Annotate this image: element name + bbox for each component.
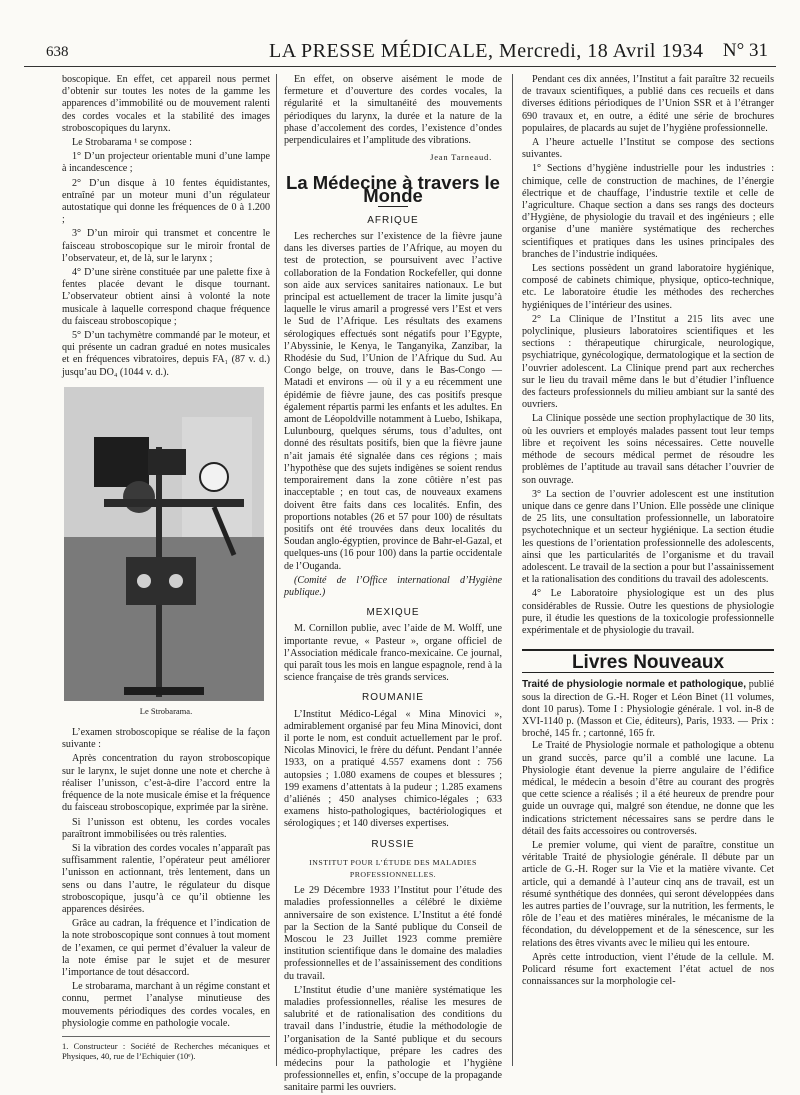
section-title: La Médecine à travers le Monde — [286, 172, 500, 206]
paragraph: Si l’unisson est obtenu, les cordes vocales paraîtront immobilisées ou très ralenties. — [62, 816, 270, 840]
paragraph: Après cette introduction, vient l’étude de la cellule. M. Policard résume fort exactement l’état actuel de nos connaissances sur la morphologie cel- — [522, 951, 774, 988]
paragraph: Après concentration du rayon stroboscopique sur le larynx, le sujet donne une note et cherche à réaliser l’unisson, c’est-à-dire l’accord entre la fréquence de la note musicale émise et la fréquence du faisceau stroboscopique, exprimée par la sirène. — [62, 753, 270, 814]
paragraph: 4° Le Laboratoire physiologique est un des plus considérables de Russie. Outre les questions de physiologie pure, il étudie les questions de la toxicologie professionnelle expérimentale et de physiologie du travail. — [522, 588, 774, 636]
paragraph: Le Strobarama ¹ se compose : — [72, 137, 192, 149]
paragraph: 4° D’une sirène constituée par une palette fixe à fentes placée devant le disque tournant. L’observateur obtient ainsi à volonté la note musicale à laquelle correspond chaque fréquence du faisceau stroboscopique ; — [62, 267, 270, 327]
paragraph: Le 29 Décembre 1933 l’Institut pour l’étude des maladies professionnelles a célébré le dixième anniversaire de son existence. L’Institut a été fondé par la Section de la Santé publique du Conseil de Moscou le 23 Juillet 1923 comme première institution scientifique dans le domaine des maladies professionnelles et de l’assainissement des conditions du travail. — [284, 885, 502, 982]
paragraph: L’examen stroboscopique se réalise de la façon suivante : — [62, 727, 270, 751]
footnote: 1. Constructeur : Société de Recherches mécaniques et Physiques, 40, rue de l’Echiquier (10ᵉ). — [62, 1036, 270, 1061]
column-rule — [276, 74, 277, 1066]
paragraph: boscopique. En effet, cet appareil nous permet d’obtenir sur toutes les notes de la gamme les apparences d’immobilité ou de mouvement ralenti des cordes vocales et la stabilité des images stroboscopiques du larynx. — [62, 74, 270, 134]
paragraph: La Clinique possède une section prophylactique de 30 lits, où les ouvriers et employés malades passent tout leur temps libre et reçoivent les soins nécessaires. Cette nouvelle méthode de secours médical permet de résoudre les problèmes de l’aptitude au travail sans détacher l’ouvrier de son ouvrage. — [522, 413, 774, 486]
paragraph: Les recherches sur l’existence de la fièvre jaune dans les diverses parties de l’Afrique, au moyen du test de protection, se poursuivent avec l’active collaboration de la Fondation Rockefeller, qui donne son aide aux services sanitaires nationaux. Le but principal est actuellement de tracer la limite jusqu’à laquelle le virus amaril a progressé vers l’Est et vers le Sud de l’Afrique. Les résultats des examens sérologiques effectués sont négatifs pour l’Egypte, l’Abyssinie, le Kenya, le Tanganyika, Zanzibar, la Rhodésie du Sud, l’Union de l’Afrique du Sud. Au Congo belge, on trouve, dans le Bas-Congo — Matadi et environs — où il y a eu récemment une épidémie de fièvre jaune, des cas positifs presque également répartis parmi les enfants et les adultes. En amont de Léopoldville notamment à Luebo, Ishikapa, Lulunbourg, quelques sérums, tous d’adultes, ont donné des résultats positifs, bien que la fièvre jaune n’ait jamais été signalée dans ces régions ; mais l’hypothèse que des sujets indigènes se soient rendus temporairement dans la zone côtière n’est pas inacceptable ; en tout cas, de nouveaux examens doivent être faits dans ces localités. Enfin, des proportions notables (26 et 57 pour 100) de résultats positifs ont été trouvées dans deux localités du Soudan anglo-égyptien, province de Bahr-el-Gazal, et quelques-uns (16 pour 100) dans la partie occidentale de l’Ouganda. — [284, 231, 502, 572]
page-header — [24, 40, 776, 67]
issue-number: N° 31 — [722, 40, 768, 61]
books-section-title: Livres Nouveaux — [522, 649, 774, 673]
paragraph: 1° D’un projecteur orientable muni d’une lampe à incandescence ; — [62, 151, 270, 175]
paragraph: Pendant ces dix années, l’Institut a fait paraître 32 recueils de travaux scientifiques, a publié dans ces recueils et dans diverses éditions périodiques de l’Union SSR et à l’étranger 690 travaux et, en outre, a édité une série de brochures populaires, de placards au sujet de l’hygiène professionnelle. — [522, 74, 774, 134]
book-title: Traité de physiologie normale et pathologique, — [522, 679, 747, 691]
column-left — [62, 74, 270, 1074]
column-middle — [284, 74, 502, 1094]
paragraph: 5° D’un tachymètre commandé par le moteur, et qui présente un cadran gradué en notes musicales et en fréquences vibratoires, depuis FA₁ (87 v. d.) jusqu’au DO₄ (1044 v. d.). — [62, 330, 270, 378]
paragraph: Le strobarama, marchant à un régime constant et connu, permet l’analyse minutieuse des mouvements périodiques des cordes vocales, en physiologie comme en pathologie vocale. — [62, 981, 270, 1029]
country-heading-roumanie: ROUMANIE — [362, 692, 424, 704]
paragraph: M. Cornillon publie, avec l’aide de M. Wolff, une importante revue, « Pasteur », organe officiel de l’Association médicale franco-mexicaine. Ce journal, qui paraît tous les mois en langue espagnole, rend à la science française de très grands services. — [284, 623, 502, 684]
paragraph: L’Institut étudie d’une manière systématique les maladies professionnelles, réalise les mesures de salubrité et de rationalisation des conditions du travail dans l’industrie, étudie la méthodologie de l’organisation de la Santé publique et du secours médico-prophylactique, prépare les cadres des médecins pour la pathologie et l’hygiène professionnelles et, enfin, s’occupe de la propagande sanitaire parmi les ouvriers. — [284, 984, 502, 1094]
country-heading-afrique: AFRIQUE — [367, 214, 419, 226]
country-heading-russie: RUSSIE — [371, 838, 415, 850]
column-right — [522, 74, 774, 1074]
paragraph: 3° D’un miroir qui transmet et concentre le faisceau stroboscopique sur le miroir frontal de l’observateur, et, de là, sur le larynx ; — [62, 228, 270, 264]
subheading: INSTITUT POUR L’ÉTUDE DES MALADIES PROFESSIONNELLES. — [309, 857, 477, 879]
figure-caption: Le Strobarama. — [139, 705, 193, 716]
paragraph: En effet, on observe aisément le mode de fermeture et d’ouverture des cordes vocales, la régularité et la simultanéité des mouvements périodiques du larynx, la durée et la nature de la phase d’accolement des cordes, l’existence d’ondes perpendiculaires et l’amplitude des vibrations. — [284, 74, 502, 147]
paragraph: Si la vibration des cordes vocales n’apparaît pas suffisamment ralentie, l’opérateur peut améliorer l’unisson en actionnant, très lentement, dans un sens ou dans l’autre, le régulateur du disque stroboscopique, jusqu’à ce qu’il obtienne les apparences désirées. — [62, 842, 270, 915]
paragraph: Grâce au cadran, la fréquence et l’indication de la note stroboscopique sont connues à tout moment de l’examen, ce qui permet d’évaluer la valeur de la note émise par le sujet et de mesurer l’importance de tout désaccord. — [62, 918, 270, 978]
paragraph: (Comité de l’Office international d’Hygiène publique.) — [284, 574, 502, 598]
column-rule — [512, 74, 513, 1066]
paragraph: 2° La Clinique de l’Institut a 215 lits avec une polyclinique, plusieurs laboratoires scientifiques et les sections : thérapeutique chirurgicale, neurologique, psychiatrique, gynécologique, dermatologique et la section de l’ouvrier adolescent. La Clinique prend part aux recherches sur le lieu du travail même dans le but d’étudier l’influence des facteurs professionnels du milieu ambiant sur la santé des ouvriers. — [522, 313, 774, 411]
paragraph: L’Institut Médico-Légal « Mina Minovici », admirablement organisé par feu Mina Minovici, dont il porte le nom, est conduit actuellement par le prof. Nicolas Minovici, le frère du défunt. Pendant l’année 1933, on a pratiqué 4.557 examens dont : 756 autopsies ; 1.080 examens de coupes et blessures ; 199 examens d’attentats à la pudeur ; 1.285 examens d’aliénés ; 450 analyses chimico-légales ; 633 examens histo-pathologiques, bactériologiques et sérologiques ; et 140 diverses expertises. — [284, 708, 502, 830]
paragraph: Les sections possèdent un grand laboratoire hygiénique, composé de cabinets chimique, physique, optico-technique, etc. Le laboratoire étudie les méthodes des recherches hygiéniques de l’intérieur des usines. — [522, 263, 774, 311]
book-review — [522, 679, 774, 740]
paragraph: 1° Sections d’hygiène industrielle pour les industries : chimique, celle de construction de machines, de l’énergie électrique et de chauffage, l’industrie textile et celle de l’agriculture. Chaque section a dans ses rangs des docteurs d’Hygiène, de physiologie du travail et des ingénieurs ; elle organise d’une manière systématique des recherches scientifiques et pratiques dans les usines principales des branches de l’industrie indiquées. — [522, 163, 774, 260]
paragraph: A l’heure actuelle l’Institut se compose des sections suivantes. — [522, 137, 774, 161]
paragraph: 3° La section de l’ouvrier adolescent est une institution unique dans ce genre dans l’Union. Elle possède une clinique de 25 lits, une consultation professionnelle, un laboratoire psychotechnique et un secteur hygiénique. La section étudie les questions de l’orientation professionnelle des adolescents, ainsi que les particularités de l’organisme et du travail adolescent. Le travail de la section a pour but l’assainissement et la rationalisation des conditions du travail des adolescents. — [522, 488, 774, 586]
running-title: LA PRESSE MÉDICALE, Mercredi, 18 Avril 1934 — [269, 40, 704, 62]
paragraph: Le premier volume, qui vient de paraître, constitue un véritable Traité de physiologie générale. Il débute par un article de G.-H. Roger sur la Vie et la matière vivante. Cet article, qui a demandé à l’auteur cinq ans de travail, est un résumé synthétique des données, qui seront développées dans les autres parties de l’ouvrage, sur la nutrition, les ferments, le rôle de l’eau et des matières minérales, le mécanisme de la fécondation, du développement et de la sénescence, sur les relations des êtres vivants avec le milieu qui les entoure. — [522, 839, 774, 949]
book-reference: publié sous la direction de G.-H. Roger et Léon Binet (11 volumes, dont 10 parus). Tome I : Physiologie générale. 1 vol. in-8 de XVI-1140 p. (Masson et Cie, éditeurs), Paris, 1933. — Prix : broché, 145 fr. ; cartonné, 165 fr. — [522, 679, 774, 740]
page-number: 638 — [46, 44, 69, 60]
country-heading-mexique: MEXIQUE — [366, 607, 420, 619]
author-signature: Jean Tarneaud. — [430, 152, 492, 163]
strobarama-illustration — [64, 387, 264, 701]
divider — [378, 206, 408, 207]
paragraph: Le Traité de Physiologie normale et pathologique a obtenu un grand succès, parce qu’il a comblé une lacune. La Physiologie étant devenue la pierre angulaire de l’édifice médical, le médecin a besoin d’être au courant des progrès que cette science a réalisés ; il a été heureux de prendre pour guide un ouvrage qui, malgré son étendue, ne donne que les indications strictement nécessaires sans se perdre dans le détail des faits accessoires ou controversés. — [522, 740, 774, 837]
paragraph: 2° D’un disque à 10 fentes équidistantes, entraîné par un moteur muni d’un régulateur autostatique qui donne les fréquences de 0 à 1.200 ; — [62, 177, 270, 226]
strobarama-photo — [64, 387, 264, 701]
